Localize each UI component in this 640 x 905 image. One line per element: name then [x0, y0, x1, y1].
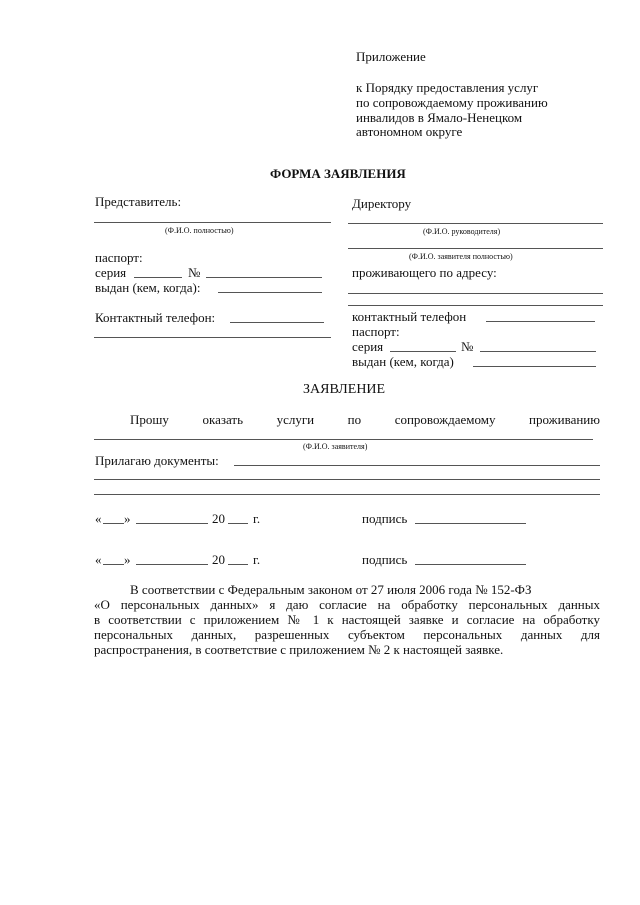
- request-word: проживанию: [529, 412, 600, 427]
- date-day-field[interactable]: [103, 523, 124, 524]
- right-number-field[interactable]: [480, 351, 596, 352]
- representative-label: Представитель:: [95, 194, 182, 209]
- request-word: Прошу: [130, 412, 169, 427]
- appendix-ref-line: автономном округе: [356, 124, 463, 139]
- representative-name-field[interactable]: [94, 222, 331, 223]
- request-word: сопровождаемому: [394, 412, 496, 427]
- consent-line: персональных данных, разрешенных субъектом персональных данных для: [94, 627, 600, 642]
- left-phone-label: Контактный телефон:: [95, 310, 216, 325]
- appendix-label: Приложение: [356, 49, 426, 64]
- date-quote-open: «: [95, 552, 102, 567]
- appendix-ref-line: к Порядку предоставления услуг: [356, 80, 539, 95]
- request-line: [130, 412, 600, 427]
- left-series-field[interactable]: [134, 277, 182, 278]
- right-issued-field[interactable]: [473, 366, 596, 367]
- date-year-prefix: 20: [212, 511, 225, 526]
- right-phone-label: контактный телефон: [352, 309, 467, 324]
- attach-docs-field-2[interactable]: [94, 479, 600, 480]
- applicant-name-field[interactable]: [348, 248, 603, 249]
- date-year-prefix: 20: [212, 552, 225, 567]
- right-passport-label: паспорт:: [352, 324, 400, 339]
- attach-docs-label: Прилагаю документы:: [95, 453, 219, 468]
- request-word: по: [347, 412, 362, 427]
- left-number-field[interactable]: [206, 277, 322, 278]
- request-applicant-caption: (Ф.И.О. заявителя): [303, 442, 368, 451]
- date-day-field[interactable]: [103, 564, 124, 565]
- right-issued-label: выдан (кем, когда): [352, 354, 454, 369]
- right-phone-field[interactable]: [486, 321, 595, 322]
- director-label: Директору: [352, 196, 412, 211]
- signature-field[interactable]: [415, 564, 526, 565]
- right-series-label: серия: [352, 339, 384, 354]
- address-field[interactable]: [348, 293, 603, 294]
- consent-line: распространения, в соответствие с приложением № 2 к настоящей заявке.: [94, 642, 504, 657]
- left-issued-label: выдан (кем, когда):: [95, 280, 201, 295]
- right-number-sign: №: [461, 339, 474, 354]
- consent-text: В соответствии с Федеральным законом от 27 июля 2006 года № 152-ФЗ: [130, 582, 532, 597]
- left-phone-field[interactable]: [230, 322, 324, 323]
- left-series-label: серия: [95, 265, 127, 280]
- statement-heading: ЗАЯВЛЕНИЕ: [303, 382, 386, 397]
- signature-label: подпись: [362, 511, 408, 526]
- request-applicant-field[interactable]: [94, 439, 593, 440]
- address-label: проживающего по адресу:: [352, 265, 497, 280]
- request-word: оказать: [202, 412, 244, 427]
- request-word: услуги: [276, 412, 315, 427]
- attach-docs-field[interactable]: [234, 465, 600, 466]
- consent-line: в соответствии с приложением № 1 к настоящей заявке и согласие на обработку: [94, 612, 600, 627]
- left-passport-label: паспорт:: [95, 250, 143, 265]
- date-year-field[interactable]: [228, 523, 248, 524]
- date-year-suffix: г.: [253, 511, 261, 526]
- signature-label: подпись: [362, 552, 408, 567]
- address-field-2[interactable]: [348, 305, 603, 306]
- attach-docs-field-3[interactable]: [94, 494, 600, 495]
- representative-fio-caption: (Ф.И.О. полностью): [165, 226, 234, 235]
- date-quote-close: »: [124, 511, 131, 526]
- right-series-field[interactable]: [390, 351, 456, 352]
- date-year-suffix: г.: [253, 552, 261, 567]
- date-month-field[interactable]: [136, 564, 208, 565]
- signature-field[interactable]: [415, 523, 526, 524]
- consent-line: «О персональных данных» я даю согласие на обработку персональных данных: [94, 597, 600, 612]
- date-quote-open: «: [95, 511, 102, 526]
- left-number-sign: №: [188, 265, 201, 280]
- consent-line: [130, 582, 600, 597]
- applicant-fio-caption: (Ф.И.О. заявителя полностью): [409, 252, 513, 261]
- form-title: ФОРМА ЗАЯВЛЕНИЯ: [270, 166, 406, 181]
- left-extra-line[interactable]: [94, 337, 331, 338]
- date-quote-close: »: [124, 552, 131, 567]
- appendix-ref-line: по сопровождаемому проживанию: [356, 95, 548, 110]
- left-issued-field[interactable]: [218, 292, 322, 293]
- appendix-ref-line: инвалидов в Ямало-Ненецком: [356, 110, 523, 125]
- date-year-field[interactable]: [228, 564, 248, 565]
- date-month-field[interactable]: [136, 523, 208, 524]
- director-name-field[interactable]: [348, 223, 603, 224]
- director-fio-caption: (Ф.И.О. руководителя): [423, 227, 501, 236]
